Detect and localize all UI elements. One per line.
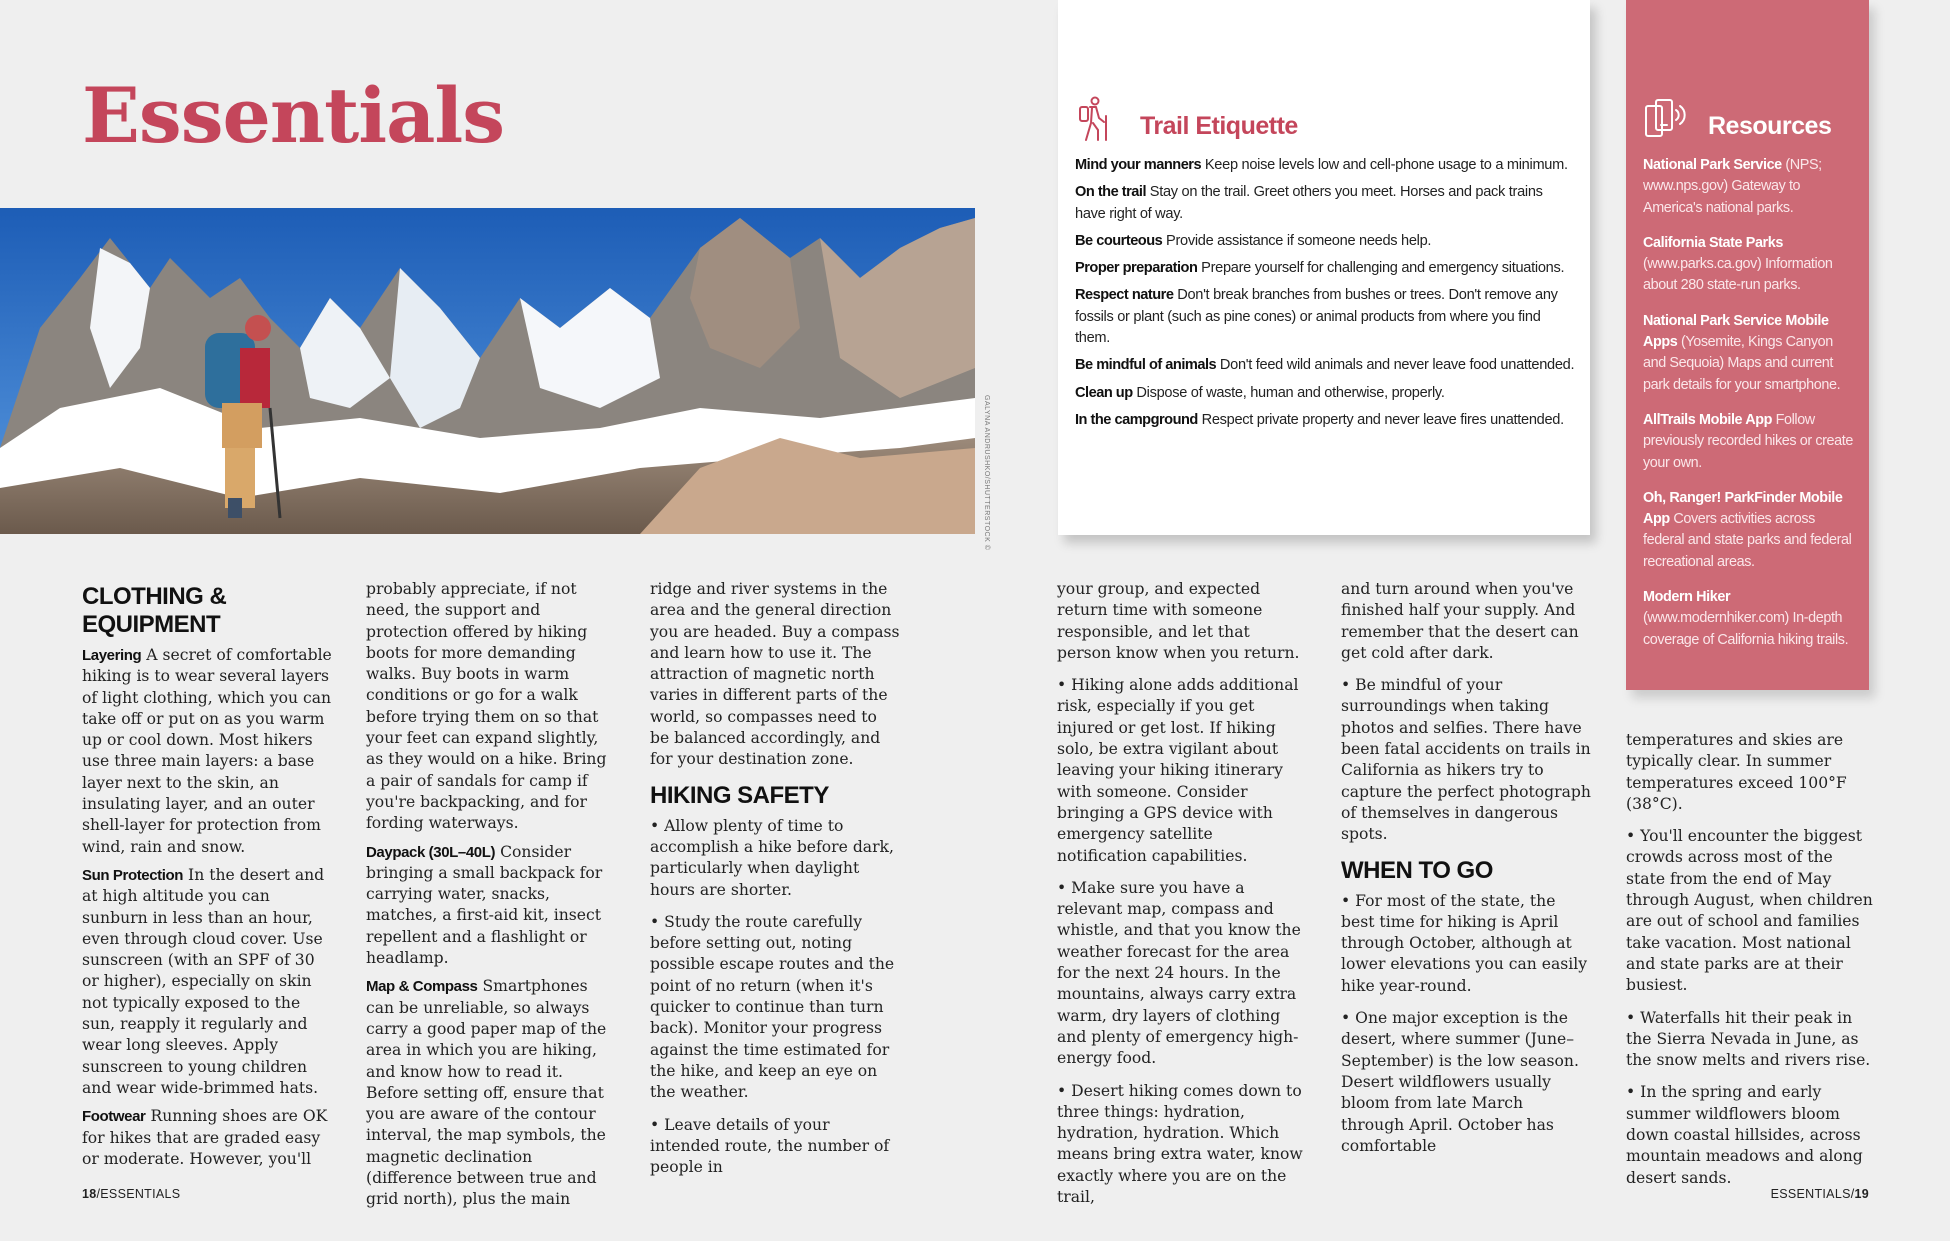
paragraph-compass: ridge and river systems in the area and the general direction you are headed. Buy a compass and learn how to use it. The attraction of magnetic north varies in different parts of the world, so compasses need to be balanced accordingly, and for your destination zone.: [650, 580, 900, 769]
bullet-map: • Make sure you have a relevant map, compass and whistle, and that you know the weather forecast for the area for the next 24 hours. In the mountains, always carry extra warm, dry layers of clothing and plenty of emergency high-energy food.: [1057, 878, 1301, 1068]
bullet-desert: • Desert hiking comes down to three things: hydration, hydration, hydration. Which means bring extra water, know exactly where you are on the trail,: [1057, 1081, 1303, 1207]
etiquette-item: On the trail Stay on the trail. Greet others you meet. Horses and pack trains have right of way.: [1075, 184, 1543, 222]
bullet-route: • Study the route carefully before setting out, noting possible escape routes and the point of no return (when it's quicker to continue than turn back). Monitor your progress against the time estimated for the hike, and keep an eye on the weather.: [650, 912, 895, 1102]
resource-item: Oh, Ranger! ParkFinder Mobile App Covers activities across federal and state parks and federal recreational areas.: [1643, 489, 1852, 570]
paragraph-return: your group, and expected return time with someone responsible, and let that person know when you return.: [1057, 580, 1300, 662]
bullet-best-time: • For most of the state, the best time for hiking is April through October, although at lower elevations you can easily hike year-round.: [1341, 891, 1588, 995]
bullet-daylight: • Allow plenty of time to accomplish a hike before dark, particularly when daylight hours are shorter.: [650, 816, 894, 899]
etiquette-item: Be mindful of animals Don't feed wild animals and never leave food unattended.: [1075, 357, 1575, 374]
footer-right: [1771, 1187, 1869, 1201]
resource-item: AllTrails Mobile App Follow previously recorded hikes or create your own.: [1643, 411, 1853, 471]
page-number-left: 18: [82, 1187, 97, 1201]
resource-item: Modern Hiker (www.modernhiker.com) In-depth coverage of California hiking trails.: [1643, 589, 1849, 648]
column-equipment: [366, 579, 616, 1218]
section-heading-clothing: CLOTHING & EQUIPMENT: [82, 583, 227, 638]
footer-left: [82, 1187, 180, 1201]
column-seasons: [1626, 730, 1876, 1200]
page-number-right: 19: [1854, 1187, 1869, 1201]
smartphone-icon: [1644, 96, 1688, 140]
etiquette-item: Clean up Dispose of waste, human and otherwise, properly.: [1075, 384, 1445, 401]
etiquette-item: Respect nature Don't break branches from bushes or trees. Don't remove any fossils or plant (such as pine cones) or animal products from where you find them.: [1075, 287, 1558, 347]
etiquette-list: [1075, 155, 1575, 437]
paragraph-footwear: Footwear Running shoes are OK for hikes that are graded easy or moderate. However, you'll: [82, 1107, 328, 1168]
bullet-details: • Leave details of your intended route, the number of people in: [650, 1115, 890, 1177]
hiker-mountain-photo: [0, 208, 975, 534]
section-heading-safety: HIKING SAFETY: [650, 781, 829, 809]
bullet-exception: • One major exception is the desert, where summer (June–September) is the low season. Desert wildflowers usually bloom from late March through April. October has comfortable: [1341, 1009, 1579, 1155]
etiquette-item: Proper preparation Prepare yourself for challenging and emergency situations.: [1075, 260, 1565, 277]
bullet-waterfalls: • Waterfalls hit their peak in the Sierra Nevada in June, as the snow melts and rivers rise.: [1626, 1008, 1871, 1070]
page-title: Essentials: [82, 71, 504, 160]
resources-title: Resources: [1708, 112, 1832, 140]
etiquette-item: Be courteous Provide assistance if someone needs help.: [1075, 232, 1432, 249]
bullet-alone: • Hiking alone adds additional risk, especially if you get injured or get lost. If hiking solo, be extra vigilant about leaving your hiking itinerary with someone. Consider bringing a GPS device with emergency satellite notification capabilities.: [1057, 676, 1299, 865]
trail-etiquette-box: [1058, 0, 1590, 535]
etiquette-title: Trail Etiquette: [1140, 112, 1298, 140]
resource-item: National Park Service (NPS; www.nps.gov) Gateway to America's national parks.: [1643, 157, 1822, 216]
paragraph-supply: and turn around when you've finished half your supply. And remember that the desert can get cold after dark.: [1341, 580, 1579, 662]
mountain-illustration: [0, 208, 975, 534]
column-when-to-go: [1341, 579, 1591, 1168]
section-heading-when-to-go: WHEN TO GO: [1341, 856, 1493, 884]
column-safety: [650, 579, 900, 1189]
paragraph-sun-protection: Sun Protection In the desert and at high altitude you can sunburn in less than an hour, even through cloud cover. Use sunscreen (with an SPF of 30 or higher), especially on skin not typically exposed to the sun, reapply it regularly and wear long sleeves. Apply sunscreen to young children and wear wide-brimmed hats.: [82, 865, 325, 1097]
hiker-icon: [1076, 96, 1110, 142]
paragraph-map-compass: Map & Compass Smartphones can be unreliable, so always carry a good paper map of the area in which you are hiking, and know how to read it. Before setting off, ensure that you are aware of the contour interval, the map symbols, the magnetic declination (difference between true and grid north), plus the main: [366, 977, 607, 1209]
paragraph-daypack: Daypack (30L–40L) Consider bringing a small backpack for carrying water, snacks, matches, a first-aid kit, insect repellent and a flashlight or headlamp.: [366, 842, 603, 968]
bullet-crowds: • You'll encounter the biggest crowds across most of the state from the end of May through August, when children are out of school and families take vacation. Most national and state parks are at their busiest.: [1626, 827, 1873, 995]
etiquette-item: Mind your manners Keep noise levels low and cell-phone usage to a minimum.: [1075, 157, 1568, 173]
paragraph-temperatures: temperatures and skies are typically clear. In summer temperatures exceed 100°F (38°C).: [1626, 731, 1847, 813]
bullet-selfies: • Be mindful of your surroundings when taking photos and selfies. There have been fatal accidents on trails in California as hikers try to capture the perfect photograph of themselves in dangerous spots.: [1341, 676, 1591, 844]
paragraph-boots: probably appreciate, if not need, the support and protection offered by hiking boots for more demanding walks. Buy boots in warm conditions or go for a walk before trying them on so that your feet can expand slightly, as they would on a hike. Bring a pair of sandals for camp if you're backpacking, and for fording waterways.: [366, 580, 607, 833]
column-safety-cont: [1057, 579, 1307, 1219]
resource-item: National Park Service Mobile Apps (Yosemite, Kings Canyon and Sequoia) Maps and current park details for your smartphone.: [1643, 312, 1841, 393]
resources-box: [1626, 0, 1869, 690]
section-label-right: ESSENTIALS/: [1770, 1187, 1855, 1201]
bullet-wildflowers: • In the spring and early summer wildflowers bloom down coastal hillsides, across mountain meadows and along desert sands.: [1626, 1083, 1863, 1187]
etiquette-item: In the campground Respect private property and never leave fires unattended.: [1075, 411, 1564, 428]
resource-item: California State Parks (www.parks.ca.gov) Information about 280 state-run parks.: [1643, 234, 1833, 294]
photo-credit: GALYNA ANDRUSHKO/SHUTTERSTOCK ©: [983, 395, 990, 551]
column-clothing: [82, 583, 332, 1177]
paragraph-layering: Layering A secret of comfortable hiking is to wear several layers of light clothing, which you can take off or put on as you warm up or cool down. Most hikers use three main layers: a base layer next to the skin, an insulating layer, and an outer shell-layer for protection from wind, rain and snow.: [82, 646, 332, 856]
resources-list: [1643, 155, 1858, 665]
section-label-left: /ESSENTIALS: [96, 1187, 181, 1201]
